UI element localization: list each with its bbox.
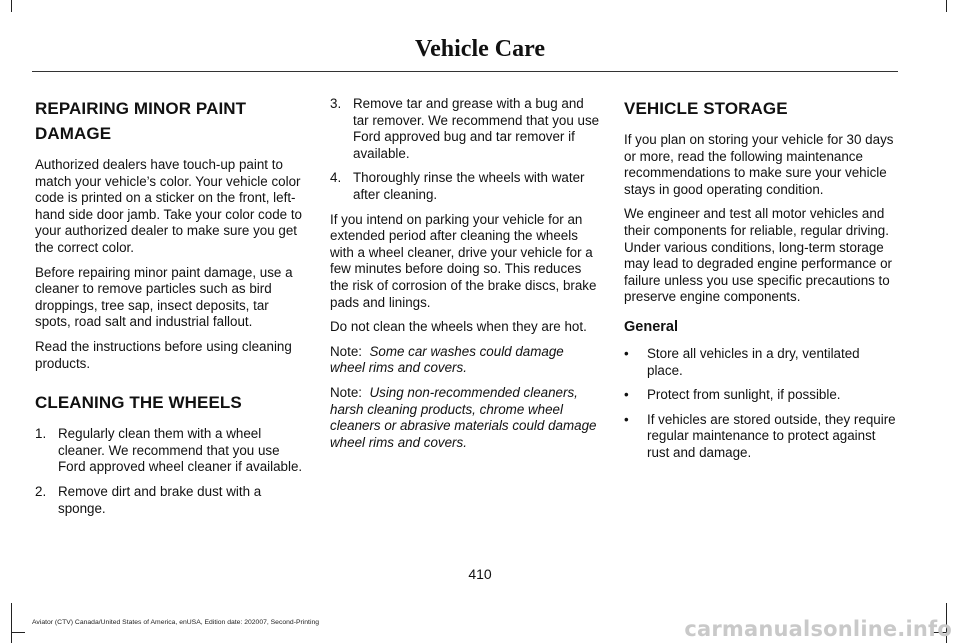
note xyxy=(330,344,602,377)
note-text: Some car washes could damage wheel rims and covers. xyxy=(330,343,564,376)
list-item xyxy=(624,346,898,379)
bullet: • xyxy=(624,411,629,427)
list-number: 3. xyxy=(330,96,342,111)
section-heading-paint xyxy=(35,96,307,146)
crop-mark-top-right-v xyxy=(946,0,947,12)
note-text: Using non-recommended cleaners, harsh cleaning products, chrome wheel cleaners or abrasive materials could damage wheel rims and covers. xyxy=(330,384,597,450)
paragraph: If you plan on storing your vehicle for 30 days or more, read the following maintenance recommendations to make sure your vehicle stays in good operating condition. xyxy=(624,132,894,197)
list-item xyxy=(624,412,898,462)
subheading-general: General xyxy=(624,318,678,335)
list-number: 4. xyxy=(330,170,342,186)
list-item xyxy=(624,387,898,404)
paragraph: Do not clean the wheels when they are hot. xyxy=(330,319,587,335)
list-item-text: If vehicles are stored outside, they require regular maintenance to protect against rust and damage. xyxy=(647,411,896,460)
heading-line-1: REPAIRING MINOR PAINT xyxy=(35,99,247,118)
numbered-list xyxy=(35,426,307,517)
crop-mark-bottom-left-h xyxy=(11,632,25,633)
note-label: Note: xyxy=(330,343,363,359)
list-item-text: Store all vehicles in a dry, ventilated place. xyxy=(647,345,860,378)
numbered-list xyxy=(330,96,602,204)
bullet-list xyxy=(624,346,898,462)
list-item xyxy=(330,170,602,203)
list-item-text: Remove dirt and brake dust with a sponge. xyxy=(58,483,262,516)
heading-line-2: DAMAGE xyxy=(35,124,112,143)
section-heading-storage: VEHICLE STORAGE xyxy=(624,99,788,118)
list-item xyxy=(35,426,307,476)
list-item xyxy=(330,96,602,162)
page-header-title: Vehicle Care xyxy=(415,36,545,62)
crop-mark-bottom-left-v xyxy=(11,603,12,643)
list-item-text: Protect from sunlight, if possible. xyxy=(647,387,841,403)
list-item-text: Remove tar and grease with a bug and tar remover. We recommend that you use Ford approved bug and tar remover if available. xyxy=(353,96,600,161)
list-number: 1. xyxy=(35,426,47,442)
list-item-text: Regularly clean them with a wheel cleaner. We recommend that you use Ford approved wheel cleaner if available. xyxy=(58,426,303,475)
column-right xyxy=(624,96,898,470)
bullet: • xyxy=(624,345,629,361)
crop-mark-top-left-v xyxy=(11,0,12,12)
paragraph: Before repairing minor paint damage, use a cleaner to remove particles such as bird droppings, tree sap, insect deposits, tar spots, road salt and industrial fallout. xyxy=(35,264,293,330)
edition-footer: Aviator (CTV) Canada/United States of America, enUSA, Edition date: 202007, Second-Printing xyxy=(32,619,320,626)
paragraph: We engineer and test all motor vehicles and their components for reliable, regular driving. Under various conditions, long-term storage may lead to degraded engine performance or failure unless you use specific precautions to preserve engine components. xyxy=(624,206,892,305)
note-label: Note: xyxy=(330,384,363,400)
paragraph: If you intend on parking your vehicle for an extended period after cleaning the wheels with a wheel cleaner, drive your vehicle for a few minutes before doing so. This reduces the risk of corrosion of the brake discs, brake pads and linings. xyxy=(330,211,597,310)
list-number: 2. xyxy=(35,483,47,499)
bullet: • xyxy=(624,387,629,403)
section-heading-wheels: CLEANING THE WHEELS xyxy=(35,393,242,413)
header-divider xyxy=(32,71,898,72)
watermark: carmanualsonline.info xyxy=(684,617,952,641)
column-left xyxy=(35,96,307,525)
page-number: 410 xyxy=(468,566,492,582)
list-item xyxy=(35,484,307,517)
paragraph: Authorized dealers have touch-up paint to match your vehicle’s color. Your vehicle color code is printed on a sticker on the front, left-hand side door jamb. Take your color code to your authorized dealer to make sure you get the correct color. xyxy=(35,157,302,255)
note xyxy=(330,385,602,451)
list-item-text: Thoroughly rinse the wheels with water after cleaning. xyxy=(353,170,585,202)
paragraph: Read the instructions before using cleaning products. xyxy=(35,338,292,371)
column-middle xyxy=(330,96,602,459)
